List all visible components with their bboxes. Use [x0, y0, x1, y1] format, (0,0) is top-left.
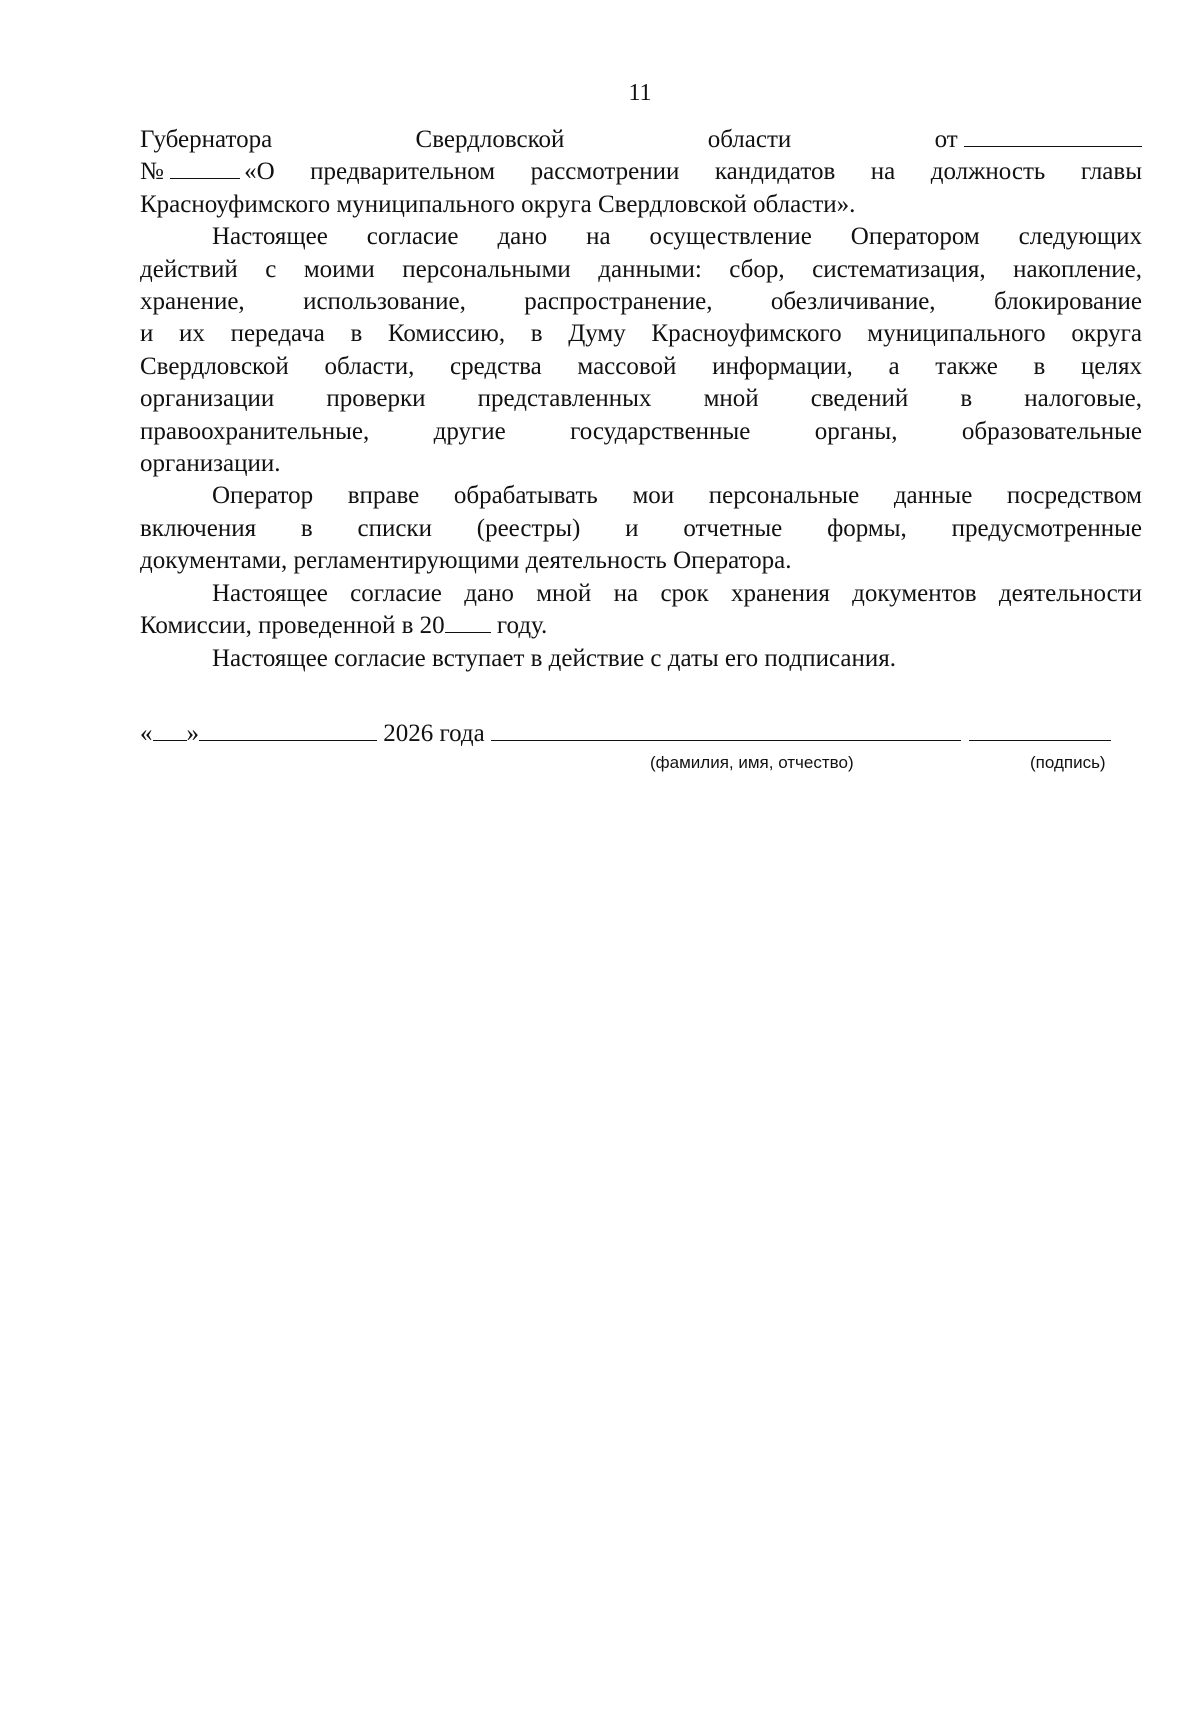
paragraph-consent-actions — [140, 221, 1142, 480]
decree-title-text: «О предварительном рассмотрении кандидатов на должность главы — [244, 158, 1142, 186]
p3-line-2-end: году. — [490, 612, 548, 640]
p1-line-6: организации проверки представленных мной сведений в налоговые, — [140, 385, 1142, 413]
number-sign: № — [140, 158, 164, 186]
p1-line-3: хранение, использование, распространение, обезличивание, блокирование — [140, 288, 1142, 316]
open-quote: « — [140, 720, 153, 747]
paragraph-effective-date: Настоящее согласие вступает в действие с даты его подписания. — [212, 644, 897, 672]
page-number: 11 — [628, 80, 652, 106]
fio-blank — [491, 718, 961, 741]
p1-line-1: Настоящее согласие дано на осуществление Оператором следующих — [212, 223, 1142, 251]
p1-line-8: организации. — [140, 450, 281, 478]
number-blank — [170, 156, 240, 179]
month-blank — [199, 718, 377, 741]
p1-line-7: правоохранительные, другие государственные органы, образовательные — [140, 417, 1142, 445]
year-blank — [445, 610, 491, 633]
header-word-2: Свердловской — [415, 126, 565, 153]
p3-line-2 — [140, 610, 1142, 642]
decree-number-group — [140, 156, 240, 188]
year-label: 2026 года — [383, 720, 485, 747]
decree-title-line-1 — [140, 156, 1142, 188]
p1-line-2: действий с моими персональными данными: сбор, систематизация, накопление, — [140, 255, 1142, 283]
header-word-4: от — [934, 126, 958, 153]
signature-row — [140, 718, 1142, 750]
paragraph-operator-rights — [140, 480, 1142, 577]
document-body — [140, 124, 1142, 675]
p3-line-1: Настоящее согласие дано мной на срок хранения документов деятельности — [212, 579, 1142, 607]
header-word-1: Губернатора — [140, 126, 273, 153]
caption-signature: (подпись) — [1030, 753, 1106, 772]
p1-line-5: Свердловской области, средства массовой информации, а также в целях — [140, 352, 1142, 380]
decree-title-line-2: Красноуфимского муниципального округа Свердловской области». — [140, 190, 856, 218]
signature-blank — [969, 718, 1111, 741]
p2-line-3: документами, регламентирующими деятельность Оператора. — [140, 547, 792, 575]
header-word-3: области — [707, 126, 792, 153]
p3-line-2-start: Комиссии, проведенной в 20 — [140, 612, 445, 640]
day-blank — [153, 718, 187, 741]
paragraph-consent-term — [140, 578, 1142, 643]
caption-fio: (фамилия, имя, отчество) — [650, 753, 854, 772]
p1-line-4: и их передача в Комиссию, в Думу Красноуфимского муниципального округа — [140, 320, 1142, 348]
date-blank — [964, 124, 1142, 147]
p2-line-2: включения в списки (реестры) и отчетные формы, предусмотренные — [140, 514, 1142, 542]
close-quote: » — [186, 720, 199, 747]
header-date-group — [935, 124, 1142, 156]
header-line — [140, 124, 1142, 156]
p2-line-1: Оператор вправе обрабатывать мои персональные данные посредством — [212, 482, 1142, 510]
